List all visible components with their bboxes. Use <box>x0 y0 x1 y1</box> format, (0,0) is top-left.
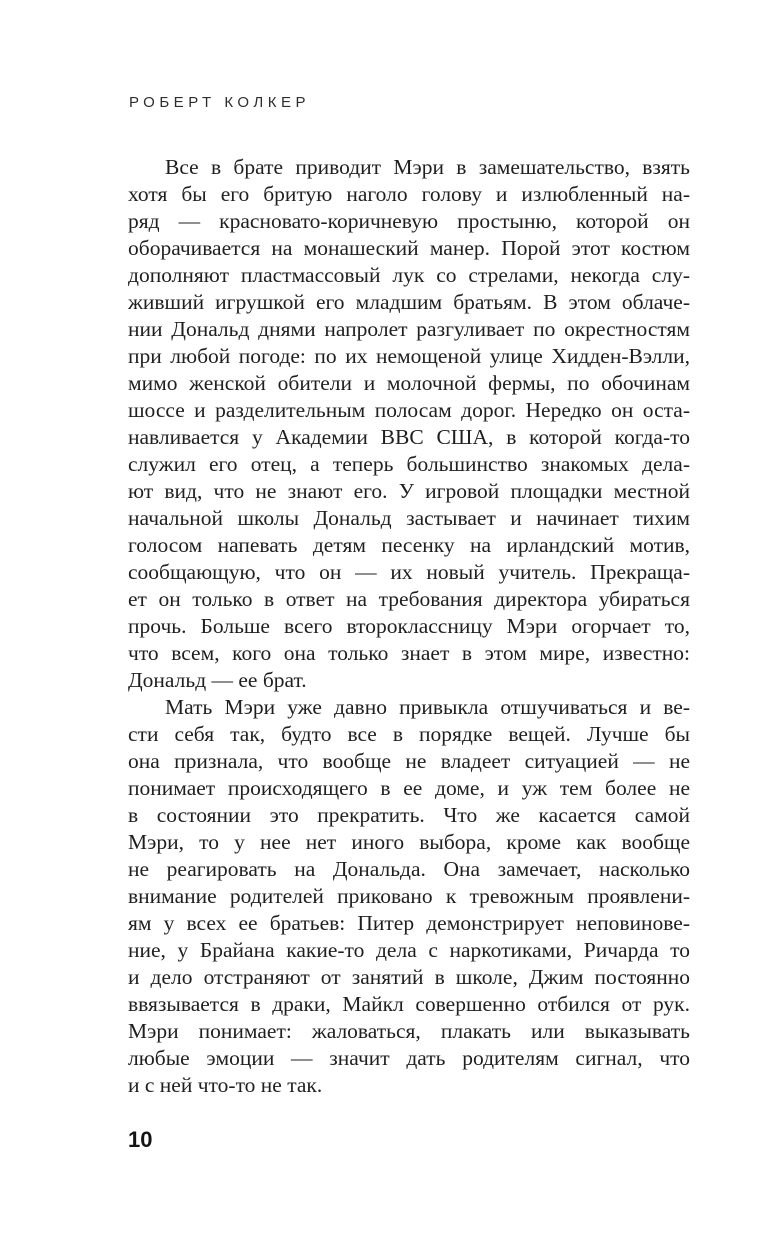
text-line: Дональд — ее брат. <box>128 668 307 692</box>
text-line: дополняют пластмассовый лук со стрелами, некогда слу- <box>128 263 690 287</box>
text-line: прочь. Больше всего второклассницу Мэри огорчает то, <box>128 614 690 638</box>
text-line: живший игрушкой его младшим братьям. В этом облаче- <box>128 290 690 314</box>
text-line: не реагировать на Дональда. Она замечает, насколько <box>128 857 690 881</box>
running-header-author: РОБЕРТ КОЛКЕР <box>129 94 311 111</box>
text-line: и дело отстраняют от занятий в школе, Джим постоянно <box>128 965 690 989</box>
text-line: сообщающую, что он — их новый учитель. Прекраща- <box>128 560 690 584</box>
text-line: что всем, кого она только знает в этом мире, известно: <box>128 641 690 665</box>
text-line: ввязывается в драки, Майкл совершенно отбился от рук. <box>128 992 690 1016</box>
text-line: сти себя так, будто все в порядке вещей. Лучше бы <box>128 722 690 746</box>
text-line: шоссе и разделительным полосам дорог. Нередко он оста- <box>128 398 690 422</box>
text-line: ряд — красновато-коричневую простыню, которой он <box>128 209 690 233</box>
text-line: понимает происходящего в ее доме, и уж тем более не <box>128 776 690 800</box>
text-line: ют вид, что не знают его. У игровой площадки местной <box>128 479 690 503</box>
text-line: Мать Мэри уже давно привыкла отшучиваться и ве- <box>165 695 690 719</box>
text-line: и с ней что-то не так. <box>128 1073 323 1097</box>
text-line: оборачивается на монашеский манер. Порой этот костюм <box>128 236 690 260</box>
text-line: ет он только в ответ на требования директора убираться <box>128 587 690 611</box>
text-line: при любой погоде: по их немощеной улице Хидден-Вэлли, <box>128 344 690 368</box>
text-line: Все в брате приводит Мэри в замешательство, взять <box>165 155 690 179</box>
text-line: ние, у Брайана какие-то дела с наркотиками, Ричарда то <box>128 938 690 962</box>
body-text <box>128 154 690 1099</box>
text-line: Мэри понимает: жаловаться, плакать или выказывать <box>128 1019 690 1043</box>
text-line: внимание родителей приковано к тревожным проявлени- <box>128 884 690 908</box>
page-number: 10 <box>128 1127 153 1152</box>
text-line: голосом напевать детям песенку на ирландский мотив, <box>128 533 690 557</box>
text-line: любые эмоции — значит дать родителям сигнал, что <box>128 1046 690 1070</box>
text-line: начальной школы Дональд застывает и начинает тихим <box>128 506 690 530</box>
text-line: навливается у Академии ВВС США, в которой когда-то <box>128 425 690 449</box>
text-line: служил его отец, а теперь большинство знакомых дела- <box>128 452 690 476</box>
text-line: она признала, что вообще не владеет ситуацией — не <box>128 749 690 773</box>
text-line: нии Дональд днями напролет разгуливает по окрестностям <box>128 317 690 341</box>
text-line: Мэри, то у нее нет иного выбора, кроме как вообще <box>128 830 690 854</box>
text-line: хотя бы его бритую наголо голову и излюбленный на- <box>128 182 690 206</box>
text-line: мимо женской обители и молочной фермы, по обочинам <box>128 371 690 395</box>
text-line: ям у всех ее братьев: Питер демонстрирует неповинове- <box>128 911 690 935</box>
text-line: в состоянии это прекратить. Что же касается самой <box>128 803 690 827</box>
